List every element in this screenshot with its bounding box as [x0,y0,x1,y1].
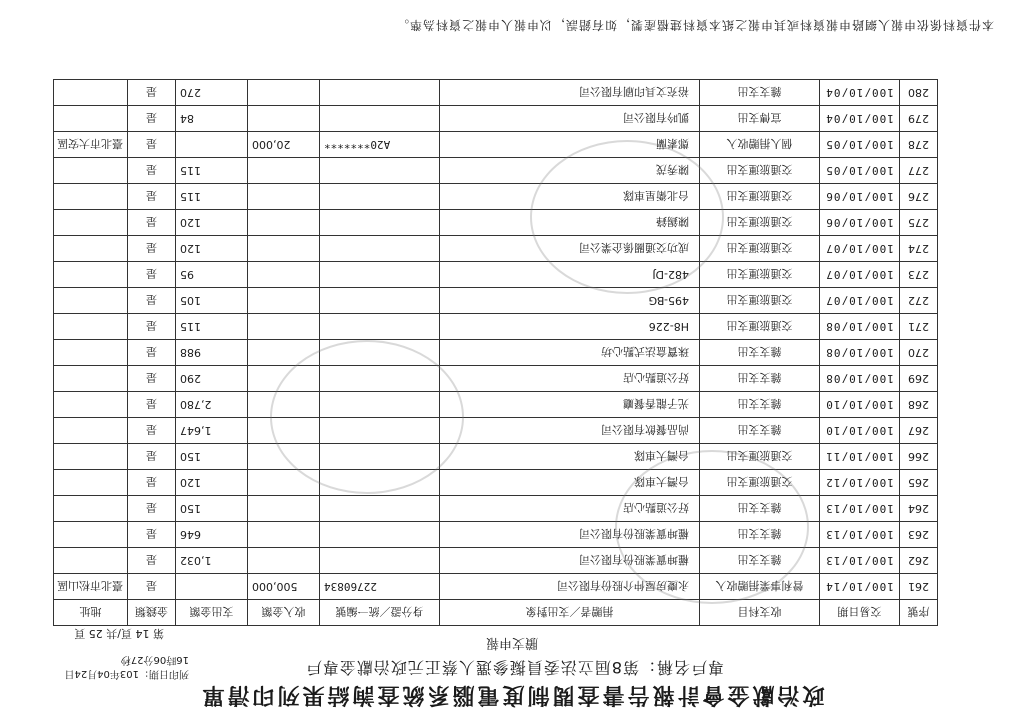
table-row [54,132,938,158]
row-payee: 陳錫鋒 [440,210,700,236]
row-item: 交通旅運支出 [700,262,820,288]
row-payee: 台灣大車隊 [440,470,700,496]
row-income [248,392,320,418]
account-name: 專戶名稱：第8屆立法委員擬參選人蔡正元政治獻金專戶 [304,658,724,677]
row-date: 100/10/07 [820,236,900,262]
row-date: 100/10/07 [820,262,900,288]
table-row [54,522,938,548]
row-address [54,522,128,548]
row-income [248,106,320,132]
row-item: 交通旅運支出 [700,158,820,184]
row-seq: 271 [900,314,938,340]
row-expense: 290 [176,366,248,392]
row-address [54,444,128,470]
row-expense: 2,780 [176,392,248,418]
row-payee: 珠寶盒法式點心坊 [440,340,700,366]
row-id [320,340,440,366]
row-date: 100/10/10 [820,392,900,418]
row-id [320,262,440,288]
document-title: 政治獻金會計報告書查閱制度電腦系統查詢結果列印清單 [199,682,825,707]
row-income [248,236,320,262]
row-seq: 274 [900,236,938,262]
row-payee: 好公道點心店 [440,496,700,522]
row-income [248,262,320,288]
table-row [54,496,938,522]
row-id [320,522,440,548]
table-row [54,236,938,262]
page-number: 第 14 頁/共 25 頁 [74,627,164,640]
row-cash: 是 [128,470,176,496]
table-row [54,262,938,288]
table-row [54,392,938,418]
row-cash: 是 [128,288,176,314]
table-row [54,470,938,496]
row-expense: 988 [176,340,248,366]
row-item: 交通旅運支出 [700,184,820,210]
table-row [54,314,938,340]
row-seq: 267 [900,418,938,444]
row-date: 100/10/08 [820,366,900,392]
row-expense: 646 [176,522,248,548]
row-expense [176,132,248,158]
row-seq: 266 [900,444,938,470]
row-address [54,392,128,418]
row-seq: 279 [900,106,938,132]
table-row [54,106,938,132]
row-id [320,184,440,210]
row-item: 雜支支出 [700,366,820,392]
row-item: 雜支支出 [700,80,820,106]
row-address [54,314,128,340]
row-payee: 鄭素蘭 [440,132,700,158]
row-income [248,470,320,496]
table-row [54,574,938,600]
row-income: 20,000 [248,132,320,158]
row-item: 雜支支出 [700,340,820,366]
row-id: A20******* [320,132,440,158]
row-date: 100/10/13 [820,548,900,574]
row-seq: 275 [900,210,938,236]
row-seq: 262 [900,548,938,574]
row-address [54,366,128,392]
print-time: 16時06分27秒 [120,654,189,665]
row-payee: H8-226 [440,314,700,340]
row-payee: 成功交通關係企業公司 [440,236,700,262]
row-payee: 裕充文具印刷有限公司 [440,80,700,106]
row-id [320,314,440,340]
row-cash: 是 [128,184,176,210]
row-cash: 是 [128,392,176,418]
row-payee: 永慶房屋仲介股份有限公司 [440,574,700,600]
row-date: 100/10/12 [820,470,900,496]
row-income [248,210,320,236]
row-income [248,80,320,106]
row-cash: 是 [128,496,176,522]
row-payee: 台北衛星車隊 [440,184,700,210]
row-item: 交通旅運支出 [700,210,820,236]
row-cash: 是 [128,366,176,392]
row-payee: 尚品餐飲有限公司 [440,418,700,444]
row-seq: 265 [900,470,938,496]
row-seq: 264 [900,496,938,522]
header-seq: 序號 [900,600,938,626]
row-cash: 是 [128,80,176,106]
row-address [54,496,128,522]
row-income [248,444,320,470]
row-date: 100/10/05 [820,158,900,184]
row-expense: 95 [176,262,248,288]
row-expense: 270 [176,80,248,106]
row-expense: 120 [176,210,248,236]
row-cash: 是 [128,574,176,600]
row-income [248,548,320,574]
row-cash: 是 [128,262,176,288]
row-address [54,106,128,132]
row-item: 交通旅運支出 [700,236,820,262]
row-expense: 115 [176,314,248,340]
row-date: 100/10/04 [820,106,900,132]
row-item: 雜支支出 [700,496,820,522]
table-row [54,288,938,314]
row-id [320,158,440,184]
row-payee: 482-DJ [440,262,700,288]
row-id [320,496,440,522]
row-cash: 是 [128,340,176,366]
row-date: 100/10/05 [820,132,900,158]
row-id [320,470,440,496]
row-id [320,210,440,236]
row-address [54,340,128,366]
header-date: 交易日期 [820,600,900,626]
row-expense: 1,032 [176,548,248,574]
row-address [54,236,128,262]
row-expense: 150 [176,444,248,470]
row-payee: 好公道點心店 [440,366,700,392]
row-address [54,262,128,288]
row-payee: 權坤實業股份有限公司 [440,522,700,548]
row-cash: 是 [128,444,176,470]
row-expense [176,574,248,600]
row-item: 雜支支出 [700,522,820,548]
row-date: 100/10/04 [820,80,900,106]
table-row [54,418,938,444]
header-expense: 支出金額 [176,600,248,626]
row-item: 交通旅運支出 [700,314,820,340]
row-seq: 272 [900,288,938,314]
header-payee: 捐贈者／支出對象 [440,600,700,626]
row-cash: 是 [128,106,176,132]
row-income [248,184,320,210]
row-cash: 是 [128,236,176,262]
row-item: 個人捐贈收入 [700,132,820,158]
row-address: 臺北市大安區 [54,132,128,158]
row-expense: 120 [176,470,248,496]
row-expense: 150 [176,496,248,522]
row-item: 雜支支出 [700,392,820,418]
row-expense: 105 [176,288,248,314]
table-row [54,548,938,574]
header-address: 地址 [54,600,128,626]
row-date: 100/10/11 [820,444,900,470]
table-row [54,210,938,236]
row-payee: 凱吟有限公司 [440,106,700,132]
row-cash: 是 [128,548,176,574]
row-id [320,366,440,392]
row-address [54,184,128,210]
row-income [248,522,320,548]
row-id [320,548,440,574]
table-row [54,184,938,210]
row-expense: 1,647 [176,418,248,444]
header-income: 收入金額 [248,600,320,626]
row-income [248,288,320,314]
row-id [320,444,440,470]
row-cash: 是 [128,418,176,444]
row-address [54,158,128,184]
row-income [248,366,320,392]
row-address [54,80,128,106]
row-item: 交通旅運支出 [700,444,820,470]
row-date: 100/10/08 [820,314,900,340]
row-date: 100/10/13 [820,496,900,522]
row-date: 100/10/06 [820,184,900,210]
row-expense: 120 [176,236,248,262]
row-seq: 276 [900,184,938,210]
row-date: 100/10/08 [820,340,900,366]
row-seq: 270 [900,340,938,366]
row-address [54,418,128,444]
header-id: 身分證／統一編號 [320,600,440,626]
row-seq: 277 [900,158,938,184]
row-id [320,106,440,132]
footer-note: 本件資料係依申報人網路申報資料或其申報之紙本資料建檔產製，如有錯誤，以申報人申報之資料為準。 [395,18,994,32]
row-income [248,340,320,366]
row-payee: 光子龍香餐廳 [440,392,700,418]
row-item: 雜支支出 [700,548,820,574]
row-payee: 495-BG [440,288,700,314]
row-item: 宣傳支出 [700,106,820,132]
row-item: 交通旅運支出 [700,470,820,496]
report-type: 賸支申報 [486,635,539,650]
row-address [54,548,128,574]
table-row [54,340,938,366]
row-payee: 台灣大車隊 [440,444,700,470]
row-date: 100/10/06 [820,210,900,236]
row-seq: 263 [900,522,938,548]
row-seq: 278 [900,132,938,158]
table-row [54,366,938,392]
header-cash: 金錢類 [128,600,176,626]
row-cash: 是 [128,158,176,184]
transactions-table [53,79,938,626]
row-address [54,288,128,314]
row-id [320,418,440,444]
row-seq: 261 [900,574,938,600]
row-income [248,158,320,184]
row-date: 100/10/07 [820,288,900,314]
row-payee: 權坤實業股份有限公司 [440,548,700,574]
row-id: 22760834 [320,574,440,600]
row-date: 100/10/14 [820,574,900,600]
header-item: 收支科目 [700,600,820,626]
row-id [320,236,440,262]
row-payee: 陳秀茂 [440,158,700,184]
row-seq: 268 [900,392,938,418]
row-cash: 是 [128,314,176,340]
row-date: 100/10/10 [820,418,900,444]
row-seq: 273 [900,262,938,288]
row-address [54,210,128,236]
row-income [248,314,320,340]
row-expense: 84 [176,106,248,132]
row-id [320,288,440,314]
row-id [320,80,440,106]
row-expense: 115 [176,158,248,184]
row-address [54,470,128,496]
row-cash: 是 [128,132,176,158]
table-header-row [54,600,938,626]
row-item: 雜支支出 [700,418,820,444]
table-row [54,158,938,184]
row-seq: 280 [900,80,938,106]
table-row [54,444,938,470]
row-address: 臺北市松山區 [54,574,128,600]
row-cash: 是 [128,210,176,236]
row-income [248,418,320,444]
row-date: 100/10/13 [820,522,900,548]
row-id [320,392,440,418]
print-info [64,652,189,680]
print-date: 列印日期：103年04月24日 [64,668,189,679]
row-cash: 是 [128,522,176,548]
row-expense: 115 [176,184,248,210]
row-item: 交通旅運支出 [700,288,820,314]
row-income: 500,000 [248,574,320,600]
row-income [248,496,320,522]
row-item: 營利事業捐贈收入 [700,574,820,600]
table-row [54,80,938,106]
row-seq: 269 [900,366,938,392]
